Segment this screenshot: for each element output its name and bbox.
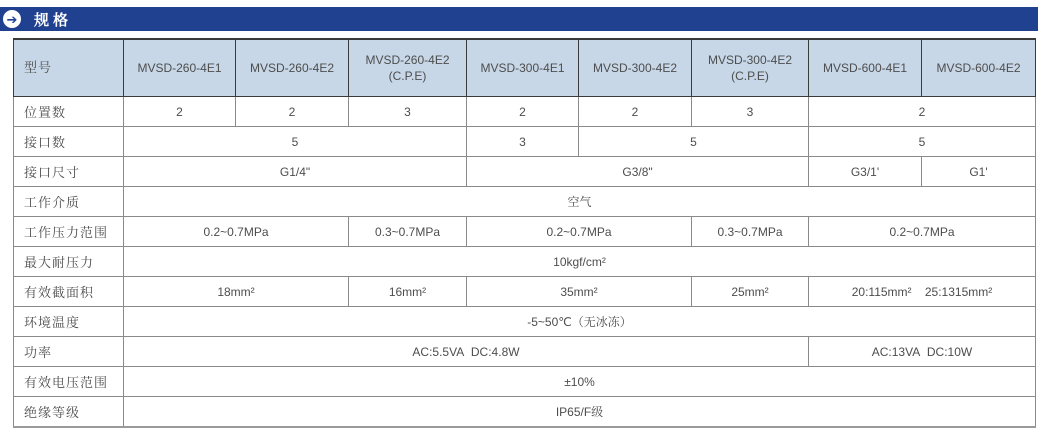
model-column-header [579,39,692,97]
spec-cell: 空气 [124,187,1036,217]
row-label: 有效截面积 [14,277,124,307]
model-name: MVSD-300-4E2 [707,52,793,67]
spec-cell: AC:5.5VA DC:4.8W [124,337,809,367]
spec-cell: G1/4" [124,157,467,187]
spec-cell: 0.3~0.7MPa [349,217,467,247]
spec-cell: 0.2~0.7MPa [124,217,349,247]
table-row-ambient-temp [14,307,1036,337]
table-row-effective-area [14,277,1036,307]
spec-cell: IP65/F级 [124,397,1036,427]
header-model-label: 型号 [14,39,124,97]
model-column-header [692,39,809,97]
row-label: 绝缘等级 [14,397,124,427]
table-row-positions [14,97,1036,127]
spec-cell: G1' [922,157,1036,187]
row-label: 最大耐压力 [14,247,124,277]
model-column-header [349,39,467,97]
table-row-voltage-range [14,367,1036,397]
spec-cell: 3 [349,97,467,127]
section-title: 规格 [34,11,73,29]
model-name: MVSD-260-4E2 [365,52,450,67]
spec-cell: G3/1' [809,157,922,187]
model-name: MVSD-600-4E2 [936,60,1021,75]
model-name: MVSD-260-4E2 [249,60,335,75]
spec-cell: G3/8" [467,157,809,187]
model-sub: (C.P.E) [388,69,427,83]
model-name: MVSD-260-4E1 [137,60,222,75]
table-row-power [14,337,1036,367]
arrow-right-circle-icon: ➔ [3,10,21,28]
table-row-port-size [14,157,1036,187]
spec-table-container [13,38,1036,428]
spec-cell: 5 [809,127,1036,157]
model-column-header [467,39,579,97]
spec-table [13,38,1036,428]
section-title-bar [0,7,1038,31]
spec-cell: 18mm² [124,277,349,307]
spec-cell: 5 [124,127,467,157]
spec-cell: AC:13VA DC:10W [809,337,1036,367]
spec-cell: 2 [579,97,692,127]
spec-cell: 35mm² [467,277,692,307]
model-column-header [922,39,1036,97]
spec-cell: ±10% [124,367,1036,397]
table-row-insulation-class [14,397,1036,427]
spec-cell: 0.2~0.7MPa [467,217,692,247]
spec-cell: 20:115mm² 25:1315mm² [809,277,1036,307]
spec-cell: 2 [124,97,236,127]
spec-cell: 3 [467,127,579,157]
spec-cell: 2 [809,97,1036,127]
row-label: 接口尺寸 [14,157,124,187]
spec-cell: 3 [692,97,809,127]
row-label: 有效电压范围 [14,367,124,397]
model-name: MVSD-300-4E1 [480,60,565,75]
spec-cell: 25mm² [692,277,809,307]
spec-cell: 2 [236,97,349,127]
table-row-medium [14,187,1036,217]
spec-cell: -5~50℃（无冰冻） [124,307,1036,337]
model-column-header [809,39,922,97]
row-label: 功率 [14,337,124,367]
table-row-max-pressure [14,247,1036,277]
row-label: 接口数 [14,127,124,157]
spec-cell: 0.3~0.7MPa [692,217,809,247]
model-column-header [236,39,349,97]
table-row-pressure-range [14,217,1036,247]
spec-cell: 2 [467,97,579,127]
spec-cell: 10kgf/cm² [124,247,1036,277]
row-label: 工作介质 [14,187,124,217]
table-row-ports [14,127,1036,157]
model-name: MVSD-600-4E1 [822,60,908,75]
row-label: 环境温度 [14,307,124,337]
row-label: 工作压力范围 [14,217,124,247]
model-sub: (C.P.E) [731,69,769,83]
row-label: 位置数 [14,97,124,127]
spec-cell: 0.2~0.7MPa [809,217,1036,247]
table-header-row [14,39,1036,97]
model-name: MVSD-300-4E2 [592,60,678,75]
spec-cell: 5 [579,127,809,157]
model-column-header [124,39,236,97]
spec-cell: 16mm² [349,277,467,307]
